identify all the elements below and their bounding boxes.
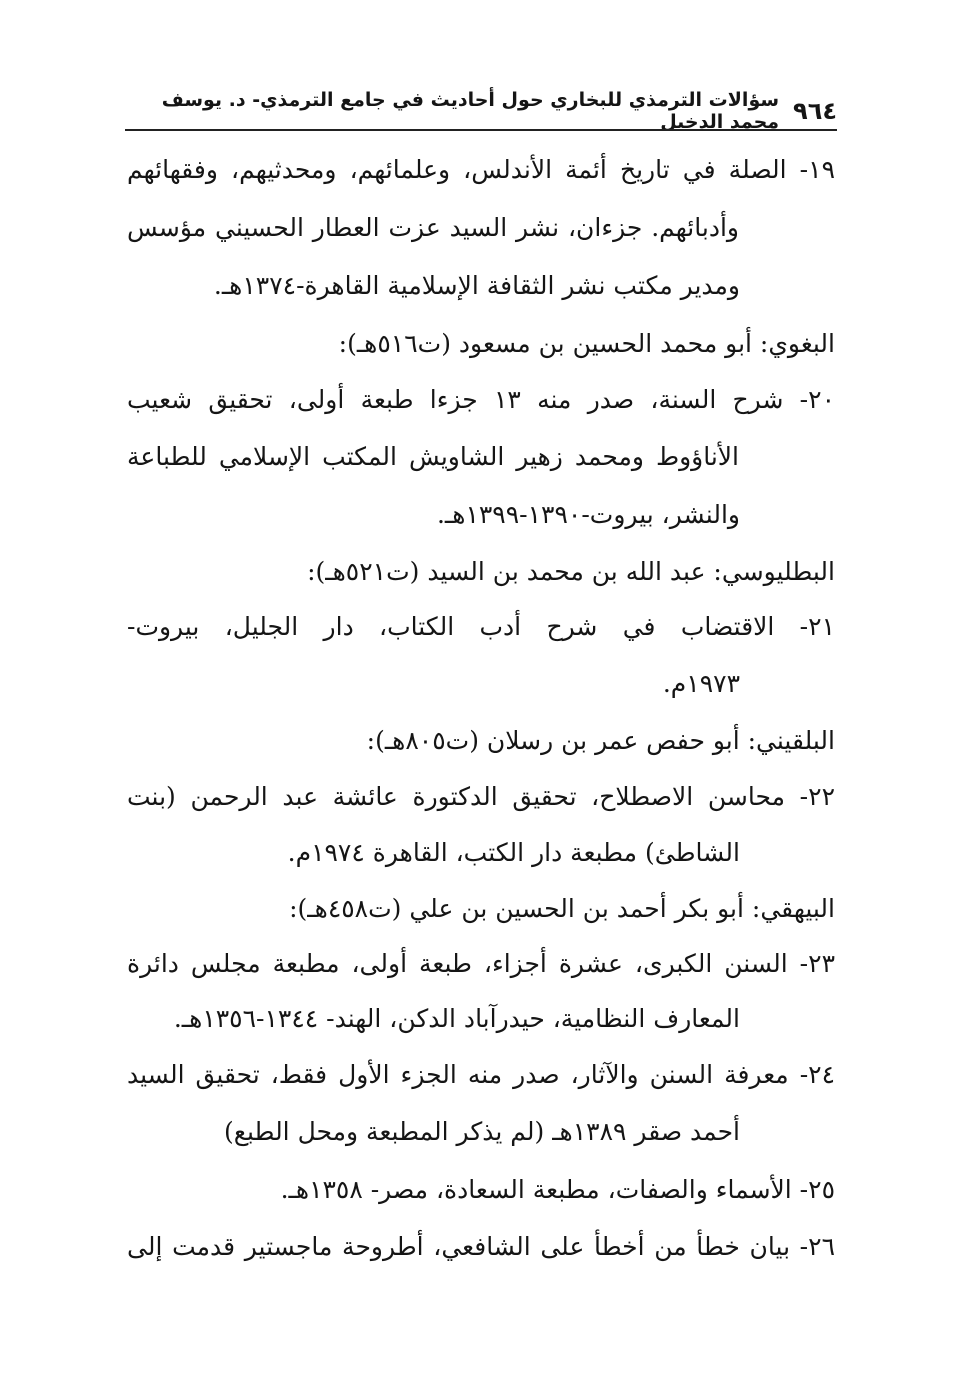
author-heading-batalyawsi: البطليوسي: عبد الله بن محمد بن السيد (ت٥٢١هـ): [307,557,835,586]
author-heading-bayhaqi: البيهقي: أبو بكر أحمد بن الحسين بن علي (ت٤٥٨هـ): [289,894,835,923]
author-heading-bulqini: البلقيني: أبو حفص عمر بن رسلان (ت٨٠٥هـ): [366,726,835,755]
entry-19-line-2: وأدبائهم. جزءان، نشر السيد عزت العطار الحسيني مؤسس [127,213,739,242]
entry-21-line-1: ٢١- الاقتضاب في شرح أدب الكتاب، دار الجليل، بيروت- [127,612,835,641]
entry-23-line-1: ٢٣- السنن الكبرى، عشرة أجزاء، طبعة أولى، مطبعة مجلس دائرة [127,949,835,978]
running-header [125,89,837,133]
entry-20-line-2: الأناؤوط ومحمد زهير الشاويش المكتب الإسلامي للطباعة [127,442,739,471]
entry-22-line-2: الشاطئ) مطبعة دار الكتب، القاهرة ١٩٧٤م. [287,838,740,867]
entry-25: ٢٥- الأسماء والصفات، مطبعة السعادة، مصر- ١٣٥٨هـ. [280,1175,835,1204]
header-title: سؤالات الترمذي للبخاري حول أحاديث في جامع الترمذي- د. يوسف محمد الدخيل [161,89,780,133]
page-number: ٩٦٤ [793,97,837,125]
entry-20-line-3: والنشر، بيروت-١٣٩٠-١٣٩٩هـ. [436,500,740,529]
entry-26-line-1: ٢٦- بيان خطأ من أخطأ على الشافعي، أطروحة ماجستير قدمت إلى [127,1232,835,1261]
header-rule [125,129,837,131]
entry-24-line-2: أحمد صقر ١٣٨٩هـ (لم يذكر المطبعة ومحل الطبع) [223,1117,740,1146]
entry-24-line-1: ٢٤- معرفة السنن والآثار، صدر منه الجزء الأول فقط، تحقيق السيد [127,1060,835,1089]
entry-19-line-1: ١٩- الصلة في تاريخ أئمة الأندلس، وعلمائهم، ومحدثيهم، وفقهائهم [127,155,835,184]
entry-20-line-1: ٢٠- شرح السنة، صدر منه ١٣ جزءا طبعة أولى، تحقيق شعيب [127,385,835,414]
entry-21-line-2: ١٩٧٣م. [662,669,740,698]
entry-23-line-2: المعارف النظامية، حيدرآباد الدكن، الهند- ١٣٤٤-١٣٥٦هـ. [173,1004,740,1033]
entry-22-line-1: ٢٢- محاسن الاصطلاح، تحقيق الدكتورة عائشة عبد الرحمن (بنت [127,782,835,811]
author-heading-baghawi: البغوي: أبو محمد الحسين بن مسعود (ت٥١٦هـ): [338,329,835,358]
entry-19-line-3: ومدير مكتب نشر الثقافة الإسلامية القاهرة-١٣٧٤هـ. [213,271,740,300]
